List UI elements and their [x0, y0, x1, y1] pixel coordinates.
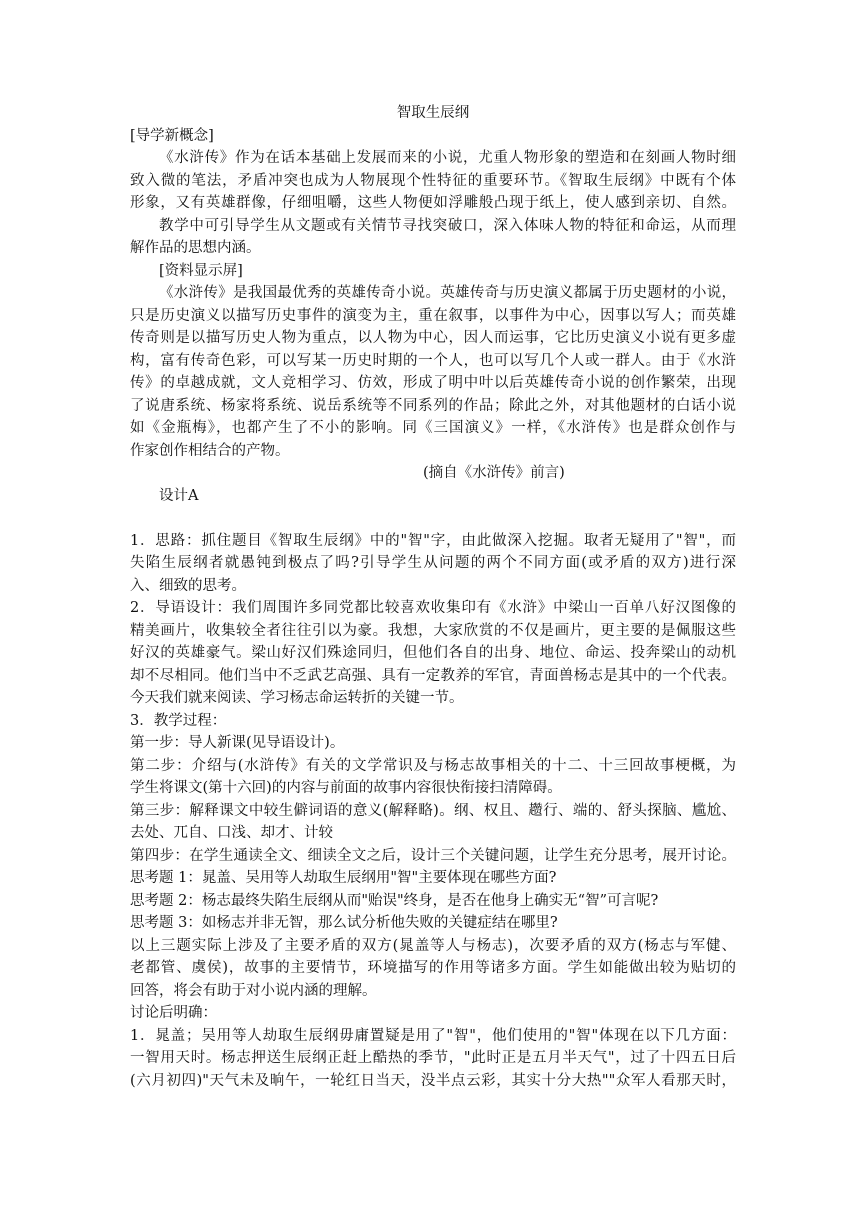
paragraph-line: 好汉的英雄豪气。梁山好汉们殊途同归，但他们各自的出身、地位、命运、投奔梁山的动机	[130, 645, 736, 661]
page-title: 智取生辰纲	[396, 105, 470, 121]
paragraph-line: 《水浒传》作为在话本基础上发展而来的小说，尤重人物形象的塑造和在刻画人物时细	[159, 150, 736, 166]
step-line: 第二步：介绍与(水浒传》有关的文学常识及与杨志故事相关的十二、十三回故事梗概，为	[130, 757, 736, 774]
paragraph-line: 传》的卓越成就，文人竞相学习、仿效，形成了明中叶以后英雄传奇小说的创作繁荣，出现	[130, 375, 736, 391]
step-line: 第四步：在学生通读全文、细读全文之后，设计三个关键问题，让学生充分思考，展开讨论。	[130, 847, 736, 864]
paragraph-line: 以上三题实际上涉及了主要矛盾的双方(晁盖等人与杨志)，次要矛盾的双方(杨志与军健、	[130, 937, 736, 954]
paragraph-line: 老都管、虞侯)，故事的主要情节，环境描写的作用等诸多方面。学生如能做出较为贴切的	[130, 960, 736, 976]
paragraph-line: 1．晁盖；吴用等人劫取生辰纲毋庸置疑是用了"智"，他们使用的"智"体现在以下几方面：	[130, 1027, 736, 1044]
paragraph-line: (六月初四)"天气未及晌午，一轮红日当天，没半点云彩，其实十分大热""众军人看那天时，	[130, 1072, 736, 1089]
paragraph-line: 1．思路：抓住题目《智取生辰纲》中的"智"字，由此做深入挖掘。取者无疑用了"智"，而	[130, 532, 736, 549]
blank-line	[130, 507, 736, 530]
step-line: 去处、兀自、口浅、却才、计较	[130, 825, 333, 841]
step-line: 学生将课文(第十六回)的内容与前面的故事内容很快衔接扫清障碍。	[130, 780, 562, 796]
paragraph-line: 形象，又有英雄群像，仔细咀嚼，这些人物便如浮雕般凸现于纸上，使人感到亲切、自然。	[130, 195, 736, 211]
paragraph-line: 只是历史演义以描写历史事件的演变为主，重在叙事，以事件为中心，因事以写人；而英雄	[130, 307, 736, 324]
section-heading: 讨论后明确：	[130, 1005, 217, 1021]
paragraph-line: 精美画片，收集较全者往往引以为豪。我想，大家欣赏的不仅是画片，更主要的是佩服这些	[130, 622, 736, 639]
paragraph-line: 却不尽相同。他们当中不乏武艺高强、具有一定教养的军官，青面兽杨志是其中的一个代表。	[130, 667, 736, 684]
paragraph-line: 失陷生辰纲者就愚钝到极点了吗?引导学生从问题的两个不同方面(或矛盾的双方)进行深	[130, 555, 736, 571]
paragraph-line: 作家创作相结合的产物。	[130, 442, 290, 459]
source-citation: (摘自《水浒传》前言)	[423, 465, 565, 481]
paragraph-line: 一智用天时。杨志押送生辰纲正赶上酷热的季节，"此时正是五月半天气"，过了十四五日后	[130, 1050, 736, 1066]
paragraph-line: 了说唐系统、杨家将系统、说岳系统等不同系列的作品；除此之外，对其他题材的白话小说	[130, 397, 736, 414]
question-line: 思考题 3：如杨志并非无智，那么试分析他失败的关键症结在哪里?	[130, 915, 558, 931]
paragraph-line: 如《金瓶梅》，也都产生了不小的影响。同《三国演义》一样，《水浒传》也是群众创作与	[130, 420, 736, 436]
paragraph-line: 今天我们就来阅读、学习杨志命运转折的关键一节。	[130, 690, 464, 706]
paragraph-line: 入、细致的思考。	[130, 577, 246, 594]
question-line: 思考题 1：晁盖、吴用等人劫取生辰纲用"智"主要体现在哪些方面?	[130, 870, 557, 886]
step-line: 第一步：导人新课(见导语设计)。	[130, 735, 345, 751]
document-body	[130, 102, 736, 1092]
paragraph-line: 2．导语设计：我们周围许多同党都比较喜欢收集印有《水浒》中梁山一百单八好汉图像的	[130, 600, 736, 616]
paragraph-line: 教学中可引导学生从文题或有关情节寻找突破口，深入体味人物的特征和命运，从而理	[159, 217, 736, 234]
section-heading: [导学新概念]	[130, 127, 214, 144]
paragraph-line: 回答，将会有助于对小说内涵的理解。	[130, 982, 377, 999]
paragraph-line: 致入微的笔法，矛盾冲突也成为人物展现个性特征的重要环节。《智取生辰纲》中既有个体	[130, 172, 736, 189]
paragraph-line: 解作品的思想内涵。	[130, 240, 261, 256]
paragraph-line: 传奇则是以描写历史人物为重点，以人物为中心，因人而运事，它比历史演义小说有更多虚	[130, 330, 736, 346]
paragraph-line: 构，富有传奇色彩，可以写某一历史时期的一个人，也可以写几个人或一群人。由于《水浒	[130, 352, 736, 369]
section-heading: 3．教学过程：	[130, 712, 227, 729]
paragraph-line: 《水浒传》是我国最优秀的英雄传奇小说。英雄传奇与历史演义都属于历史题材的小说，	[159, 285, 736, 301]
section-heading: [资料显示屏]	[159, 262, 243, 279]
design-heading: 设计A	[159, 487, 199, 504]
question-line: 思考题 2：杨志最终失陷生辰纲从而"贻误"终身，是否在他身上确实无“智”可言呢?	[130, 892, 659, 909]
step-line: 第三步：解释课文中较生僻词语的意义(解释略)。纲、权且、趱行、端的、舒头探脑、尴尬、	[130, 802, 736, 819]
